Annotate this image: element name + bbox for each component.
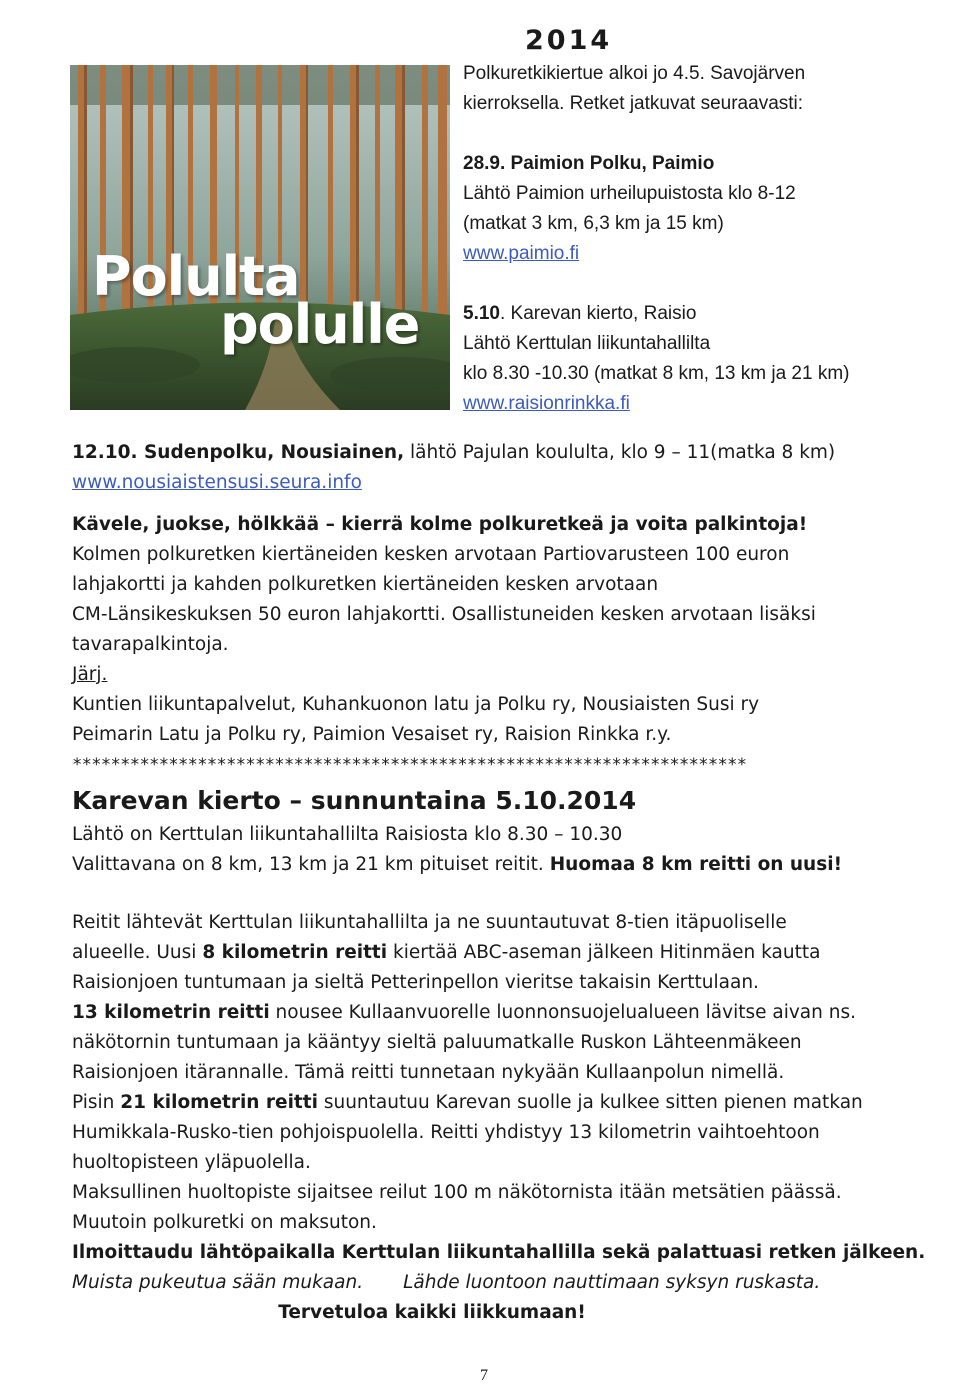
organizers-label: Järj. xyxy=(72,664,108,685)
route-text: Pisin 21 kilometrin reitti suuntautuu Karevan suolle ja kulkee sitten pienen matkan xyxy=(72,1092,863,1113)
intro-line: Polkuretkikiertue alkoi jo 4.5. Savojärven xyxy=(463,63,806,84)
event-paimio xyxy=(463,149,943,269)
service-text: Maksullinen huoltopiste sijaitsee reilut 100 m näkötornista itään metsätien päässä. xyxy=(72,1182,842,1203)
organizers-text: Kuntien liikuntapalvelut, Kuhankuonon latu ja Polku ry, Nousiaisten Susi ry xyxy=(72,694,760,715)
route-text: näkötornin tuntumaan ja kääntyy sieltä paluumatkalle Ruskon Lähteenmäkeen xyxy=(72,1032,802,1053)
event-start: Lähtö Paimion urheilupuistosta klo 8-12 xyxy=(463,183,796,204)
route-13km-label: 13 kilometrin reitti xyxy=(72,1002,270,1023)
registration-text: Ilmoittaudu lähtöpaikalla Kerttulan liikuntahallilla sekä palattuasi retken jälkeen. xyxy=(72,1242,926,1263)
year-heading: 2014 xyxy=(525,25,613,56)
organizers-text: Peimarin Latu ja Polku ry, Paimion Vesaiset ry, Raision Rinkka r.y. xyxy=(72,724,672,745)
route-21km-label: 21 kilometrin reitti xyxy=(120,1092,318,1113)
event-title: . Karevan kierto, Raisio xyxy=(499,303,697,324)
prize-text: CM-Länsikeskuksen 50 euron lahjakortti. Osallistuneiden kesken arvotaan lisäksi xyxy=(72,604,816,625)
route-text: Raisionjoen tuntumaan ja sieltä Petterinpellon vieritse takaisin Kerttulaan. xyxy=(72,972,759,993)
route-text: huoltopisteen yläpuolella. xyxy=(72,1152,311,1173)
event-distances: klo 8.30 -10.30 (matkat 8 km, 13 km ja 21 km) xyxy=(463,363,850,384)
event-raisio xyxy=(463,299,943,419)
event-date: 5.10 xyxy=(463,303,500,324)
kareva-title: Karevan kierto – sunnuntaina 5.10.2014 xyxy=(72,786,637,815)
prize-headline: Kävele, juokse, hölkkää – kierrä kolme polkuretkeä ja voita palkintoja! xyxy=(72,514,808,535)
service-text: Muutoin polkuretki on maksuton. xyxy=(72,1212,377,1233)
poster-title-line2: polulle xyxy=(220,293,420,356)
intro-line: kierroksella. Retket jatkuvat seuraavasti: xyxy=(463,93,804,114)
reminder-text: Muista pukeutua sään mukaan. Lähde luontoon nauttimaan syksyn ruskasta. xyxy=(72,1272,821,1293)
prize-text: Kolmen polkuretken kiertäneiden kesken arvotaan Partiovarusteen 100 euron xyxy=(72,544,790,565)
route-text: Reitit lähtevät Kerttulan liikuntahallilta ja ne suuntautuvat 8-tien itäpuoliselle xyxy=(72,912,787,933)
route-8km-label: 8 kilometrin reitti xyxy=(202,942,388,963)
poster-title-line1: Polulta xyxy=(92,245,300,308)
kareva-new-route-note: Huomaa 8 km reitti on uusi! xyxy=(549,854,843,875)
event-title: 28.9. Paimion Polku, Paimio xyxy=(463,153,715,174)
route-text: 13 kilometrin reitti nousee Kullaanvuorelle luonnonsuojelualueen lävitse aivan ns. xyxy=(72,1002,856,1023)
welcome-text: Tervetuloa kaikki liikkumaan! xyxy=(278,1302,586,1323)
event-link[interactable]: www.paimio.fi xyxy=(463,243,580,264)
route-text: Humikkala-Rusko-tien pohjoispuolella. Reitti yhdistyy 13 kilometrin vaihtoehtoon xyxy=(72,1122,820,1143)
event-title: 12.10. Sudenpolku, Nousiainen, xyxy=(72,442,405,463)
kareva-start: Lähtö on Kerttulan liikuntahallilta Raisiosta klo 8.30 – 10.30 xyxy=(72,824,623,845)
event-distances: (matkat 3 km, 6,3 km ja 15 km) xyxy=(463,213,724,234)
page-number: 7 xyxy=(480,1367,488,1384)
event-list xyxy=(463,25,943,419)
route-text: alueelle. Uusi 8 kilometrin reitti kiertää ABC-aseman jälkeen Hitinmäen kautta xyxy=(72,942,821,963)
forest-illustration xyxy=(70,65,450,410)
prize-text: tavarapalkintoja. xyxy=(72,634,229,655)
event-link[interactable]: www.nousiaistensusi.seura.info xyxy=(72,472,362,493)
event-link[interactable]: www.raisionrinkka.fi xyxy=(463,393,630,414)
kareva-choice-text: Valittavana on 8 km, 13 km ja 21 km pituiset reitit. xyxy=(72,854,550,875)
separator-stars: ********************************************************************** xyxy=(72,755,747,775)
prize-text: lahjakortti ja kahden polkuretken kiertäneiden kesken arvotaan xyxy=(72,574,659,595)
main-text xyxy=(72,438,932,1328)
event-details: lähtö Pajulan koululta, klo 9 – 11(matka 8 km) xyxy=(404,442,836,463)
poster-image xyxy=(70,65,450,410)
kareva-choice xyxy=(72,850,932,880)
route-text: Raisionjoen itärannalle. Tämä reitti tunnetaan nykyään Kullaanpolun nimellä. xyxy=(72,1062,785,1083)
event-start: Lähtö Kerttulan liikuntahallilta xyxy=(463,333,711,354)
event-sudenpolku xyxy=(72,438,932,468)
